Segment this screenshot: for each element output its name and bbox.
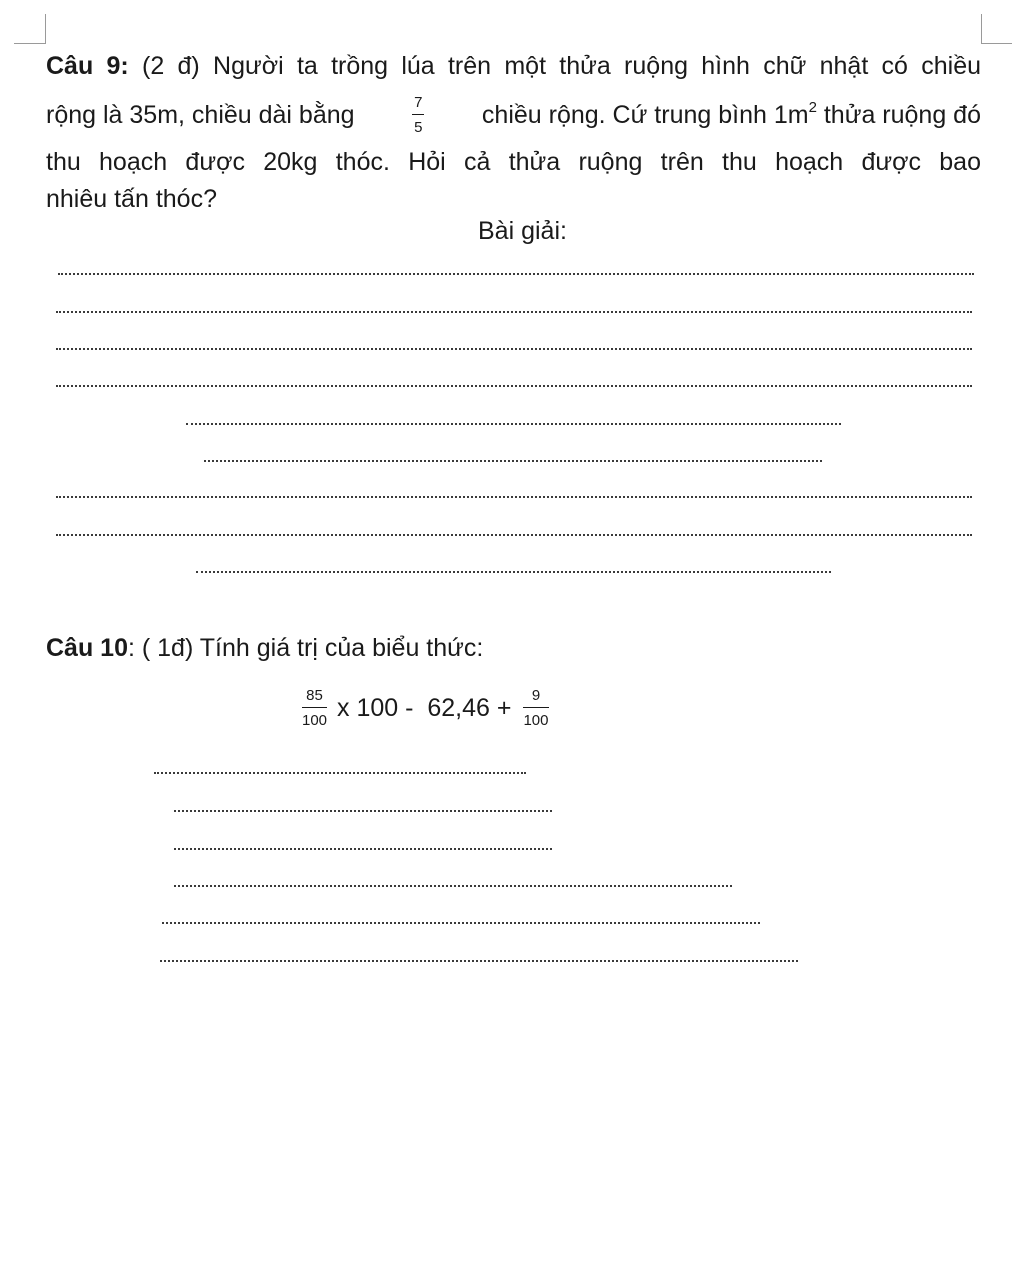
q9-line-2-before: rộng là 35m, chiều dài bằng [46, 101, 355, 129]
q10-fraction-2-numerator: 9 [523, 687, 548, 708]
q9-line-3: thu hoạch được 20kg thóc. Hỏi cả thửa ruộng trên thu hoạch được bao [46, 148, 981, 176]
q9-line-2-mid: chiều rộng. Cứ trung bình $1m^2$ thửa ruộng đó [481, 99, 981, 129]
solution-heading: Bài giải: [478, 217, 567, 245]
q10-fraction-1 [302, 687, 327, 729]
answer-line [204, 460, 822, 462]
answer-line [154, 772, 526, 774]
q10-fraction-1-denominator: 100 [302, 712, 328, 729]
q10-line-1 [46, 633, 483, 663]
q9-fraction-denominator: 5 [414, 119, 423, 136]
q9-superscript: 2 [808, 99, 817, 116]
q9-points-text: (2 đ) Người ta trồng lúa trên một thửa ruộng hình chữ nhật có chiều [128, 52, 982, 80]
answer-line [162, 922, 760, 924]
answer-line [56, 348, 972, 350]
q9-line-2 [46, 87, 981, 143]
q9-line-1 [46, 51, 981, 81]
crop-mark-top-right [981, 14, 1012, 44]
q10-fraction-2-denominator: 100 [523, 712, 549, 729]
q10-label: Câu 10 [46, 634, 128, 662]
q10-fraction-1-numerator: 85 [302, 687, 327, 708]
answer-line [174, 810, 552, 812]
answer-line [58, 273, 974, 275]
q10-expression [296, 680, 555, 736]
answer-line [196, 571, 831, 573]
q9-label: Câu 9: [46, 52, 129, 80]
answer-line [56, 534, 972, 536]
q9-line-4: nhiêu tấn thóc? [46, 185, 217, 213]
q10-fraction-2 [523, 687, 548, 729]
answer-line [160, 960, 798, 962]
q9-fraction-numerator: 7 [412, 94, 424, 115]
q10-expression-middle: x 100 - 62,46 + [337, 694, 512, 722]
answer-line [56, 496, 972, 498]
q9-fraction [412, 94, 424, 136]
answer-line [56, 385, 972, 387]
answer-line [186, 423, 841, 425]
q10-points-text: : ( 1đ) Tính giá trị của biểu thức: [127, 634, 484, 662]
answer-line [174, 885, 732, 887]
answer-line [56, 311, 972, 313]
crop-mark-top-left [14, 14, 46, 44]
answer-line [174, 848, 552, 850]
